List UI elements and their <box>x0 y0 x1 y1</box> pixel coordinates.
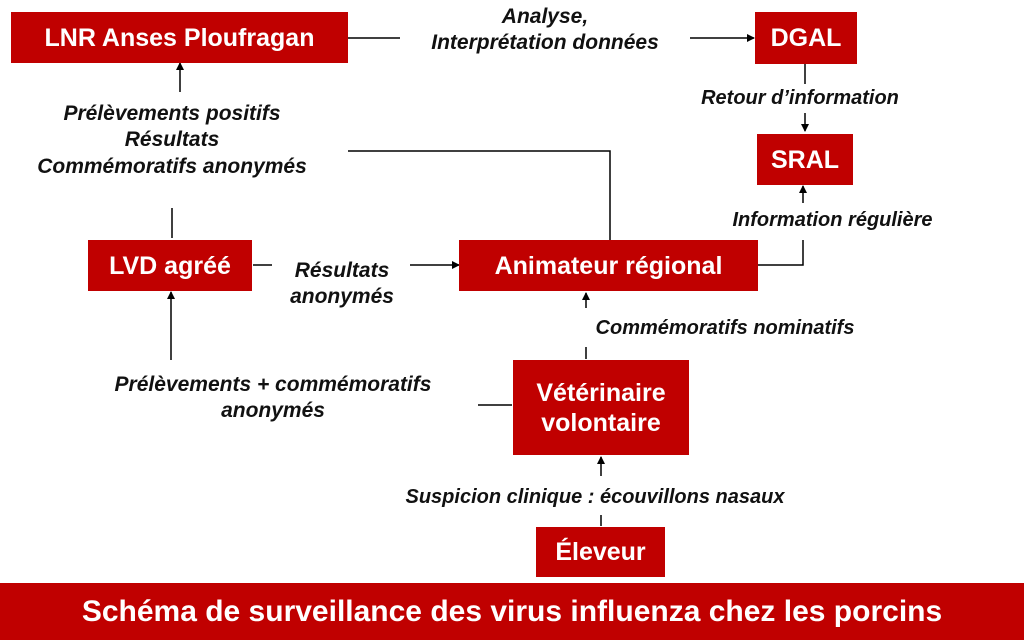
label-retour-line: Retour d’information <box>701 87 899 109</box>
label-resultats-anonymes-line2: anonymés <box>290 285 394 309</box>
label-information-reguliere-line: Information régulière <box>732 209 933 231</box>
node-sral-label: SRAL <box>770 145 840 174</box>
label-prelevements-positifs-line1: Prélèvements positifs <box>63 102 281 125</box>
label-prelevements-commemoratifs <box>78 372 468 425</box>
node-dgal <box>755 12 857 64</box>
node-eleveur-label: Éleveur <box>555 538 646 566</box>
label-analyse-line2: Interprétation données <box>431 31 659 55</box>
label-analyse <box>400 4 690 57</box>
label-suspicion-line: Suspicion clinique : écouvillons nasaux <box>405 486 785 508</box>
node-lvd <box>88 240 252 291</box>
diagram-title-banner <box>0 583 1024 640</box>
node-veterinaire-line2: volontaire <box>541 408 661 437</box>
edge-animateur-sral-bottom <box>758 240 803 265</box>
node-dgal-label: DGAL <box>770 24 842 52</box>
label-suspicion <box>355 485 835 510</box>
node-veterinaire <box>513 360 689 455</box>
node-animateur <box>459 240 758 291</box>
label-retour <box>660 86 940 111</box>
node-lnr-label: LNR Anses Ploufragan <box>44 23 315 52</box>
node-lvd-label: LVD agréé <box>109 251 231 280</box>
edge-animateur-results <box>348 151 610 240</box>
label-resultats-anonymes-line1: Résultats <box>294 259 390 282</box>
node-lnr <box>11 12 348 63</box>
node-sral <box>757 134 853 185</box>
label-commemoratifs-nominatifs <box>555 316 895 341</box>
label-information-reguliere <box>690 208 975 233</box>
node-animateur-label: Animateur régional <box>494 251 723 280</box>
node-eleveur <box>536 527 665 577</box>
label-prelevements-commemoratifs-line2: anonymés <box>221 399 325 423</box>
node-veterinaire-line1: Vétérinaire <box>536 378 666 407</box>
label-commemoratifs-nominatifs-line: Commémoratifs nominatifs <box>595 317 855 339</box>
label-prelevements-commemoratifs-line1: Prélèvements + commémoratifs <box>114 373 432 396</box>
label-prelevements-positifs-line2: Résultats <box>124 128 220 152</box>
label-prelevements-positifs <box>12 101 332 180</box>
label-analyse-line1: Analyse, <box>501 5 589 28</box>
label-prelevements-positifs-line3: Commémoratifs anonymés <box>37 154 307 178</box>
label-resultats-anonymes <box>262 258 422 311</box>
diagram-title: Schéma de surveillance des virus influenza chez les porcins <box>81 594 943 628</box>
